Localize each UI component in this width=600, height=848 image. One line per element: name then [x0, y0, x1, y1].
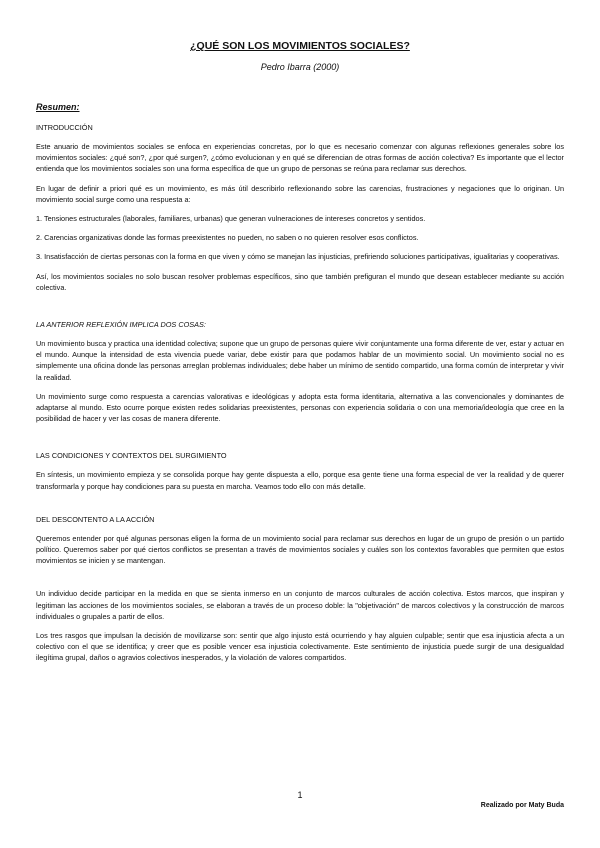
paragraph: Un movimiento busca y practica una identidad colectiva; supone que un grupo de personas quiere vivir conjuntamente una forma diferente de ver, estar y actuar en el mundo. Aunque la intensidad de esta vivencia puede variar, debe existir para que podamos hablar de un movimiento social. Un movimiento social no es simplemente una oficina donde las personas arreglan problemas individuales; debe haber un mínimo de sentido compartido, una forma común de interpretar y vivir la realidad.: [36, 339, 564, 382]
document-title: ¿QUÉ SON LOS MOVIMIENTOS SOCIALES?: [190, 40, 410, 52]
paragraph: En síntesis, un movimiento empieza y se consolida porque hay gente dispuesta a ello, porque esa gente tiene una forma especial de ver la realidad y de querer transformarla y porque hay condiciones para su puesta en marcha. Veamos todo ello con más detalle.: [36, 470, 564, 491]
paragraph: Así, los movimientos sociales no solo buscan resolver problemas específicos, sino que también prefiguran el mundo que desean establecer mediante su acción colectiva.: [36, 271, 564, 292]
page-number: 1: [297, 790, 303, 800]
spacer: [36, 574, 564, 588]
section-heading-condiciones: LAS CONDICIONES Y CONTEXTOS DEL SURGIMIENTO: [36, 451, 227, 461]
paragraph: Los tres rasgos que impulsan la decisión de movilizarse son: sentir que algo injusto está ocurriendo y hay alguien culpable; sentir que esa injusticia afecta a un colectivo con el que se identifica; y creer que es posible vencer esa injusticia colectivamente. Este sentimiento de injusticia puede surgir de una desigualdad ilegítima grupal, daños o agravios colectivos inesperados, y la violación de valores compartidos.: [36, 631, 564, 663]
paragraph: Este anuario de movimientos sociales se enfoca en experiencias concretas, por lo que es necesario comenzar con algunas reflexiones generales sobre los movimientos sociales: ¿qué son?, ¿por qué surgen?, ¿cómo evolucionan y en qué se diferencian de otras formas de acción colectiva? Es importante que el lector entienda que los movimientos sociales son una forma específica de que un grupo de personas se reúna para reclamar sus derechos.: [36, 142, 564, 174]
spacer: [36, 301, 564, 319]
footer-credit: Realizado por Maty Buda: [480, 802, 564, 809]
paragraph: En lugar de definir a priori qué es un movimiento, es más útil describirlo reflexionando sobre las carencias, frustraciones y negaciones que lo originan. Un movimiento social surge como una respuesta a:: [36, 183, 564, 204]
document-body: [36, 102, 564, 672]
list-item: 3. Insatisfacción de ciertas personas con la forma en que viven y cómo se manejan las injusticias, prefiriendo soluciones participativas, igualitarias y cooperativas.: [36, 252, 560, 262]
section-heading-introduccion: INTRODUCCIÓN: [36, 123, 93, 132]
spacer: [36, 432, 564, 450]
document-author: Pedro Ibarra (2000): [260, 62, 340, 72]
resumen-heading: Resumen:: [36, 102, 80, 112]
section-heading-reflexion: LA ANTERIOR REFLEXIÓN IMPLICA DOS COSAS:: [36, 320, 206, 330]
section-heading-descontento: DEL DESCONTENTO A LA ACCIÓN: [36, 514, 155, 524]
paragraph: Un individuo decide participar en la medida en que se sienta inmerso en un conjunto de marcos culturales de acción colectiva. Estos marcos, que inspiran y legitiman las acciones de los movimientos sociales, se elaboran a través de un proceso doble: la "objetivación" de marcos colectivos y la construcción de marcos individuales o grupales a partir de ellos.: [36, 589, 564, 621]
list-item: 1. Tensiones estructurales (laborales, familiares, urbanas) que generan vulneraciones de intereses concretos y sentidos.: [36, 214, 426, 224]
paragraph: Un movimiento surge como respuesta a carencias valorativas e ideológicas y adopta esta forma identitaria, alternativa a las convencionales y dominantes de adaptarse al mundo. Esto ocurre porque existen redes solidarias preexistentes, personas con experiencia solidaria o con una memoria/ideología que cree en la posibilidad de hacer y ver las cosas de manera diferente.: [36, 391, 564, 424]
paragraph: Queremos entender por qué algunas personas eligen la forma de un movimiento social para reclamar sus derechos en lugar de un grupo de presión o un partido político. Queremos saber por qué ciertos conflictos se presentan a través de movimientos sociales y cuáles son los contextos favorables que permiten que estos movimientos se inicien y se mantengan.: [36, 533, 564, 566]
list-item: 2. Carencias organizativas donde las formas preexistentes no pueden, no saben o no quieren resolver esos conflictos.: [36, 233, 419, 243]
spacer: [36, 500, 564, 514]
